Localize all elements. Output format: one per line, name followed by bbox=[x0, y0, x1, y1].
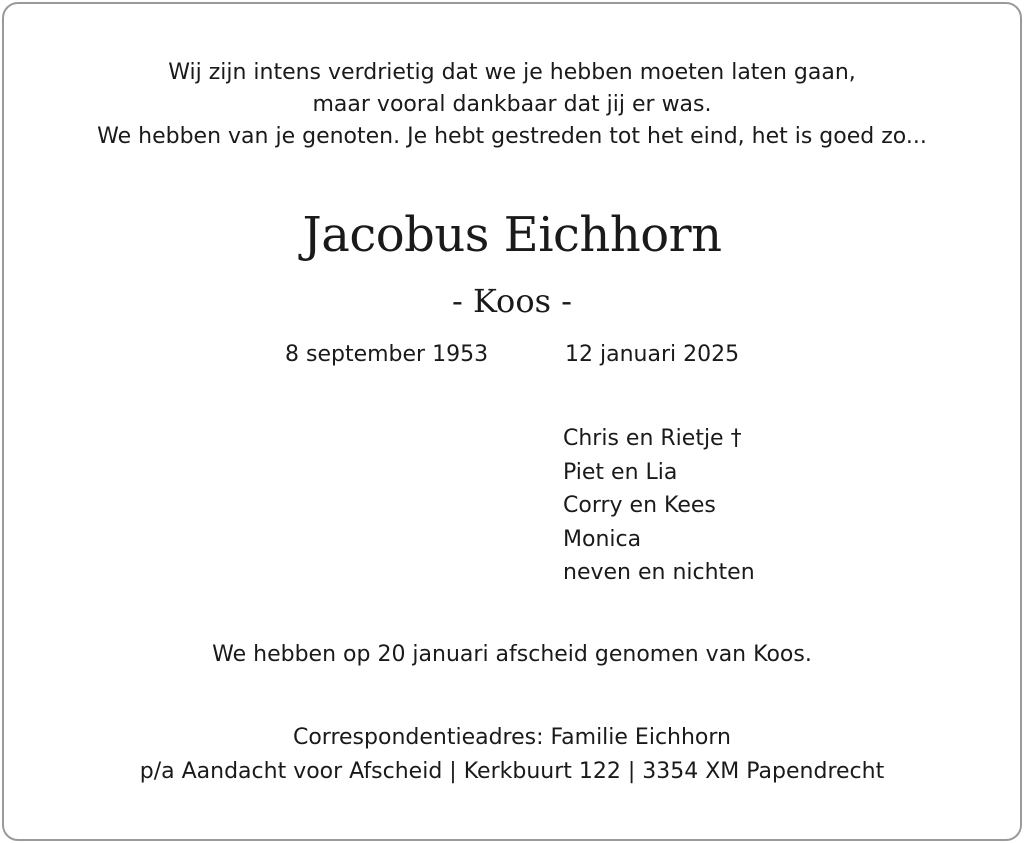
poem-line-2: maar vooral dankbaar dat jij er was. bbox=[312, 92, 712, 117]
correspondence-line-2: p/a Aandacht voor Afscheid | Kerkbuurt 122 | 3354 XM Papendrecht bbox=[139, 759, 885, 784]
survivor-item: neven en nichten bbox=[563, 560, 755, 585]
survivor-item: Corry en Kees bbox=[563, 493, 716, 518]
correspondence-line-1: Correspondentieadres: Familie Eichhorn bbox=[292, 725, 731, 750]
survivor-item: Piet en Lia bbox=[563, 459, 678, 485]
survivors-list bbox=[563, 422, 755, 590]
survivor-item: Monica bbox=[563, 526, 642, 552]
poem-line-1: Wij zijn intens verdrietig dat we je hebben moeten laten gaan, bbox=[168, 60, 856, 85]
birth-date: 8 september 1953 bbox=[285, 342, 489, 367]
farewell-text: We hebben op 20 januari afscheid genomen van Koos. bbox=[212, 642, 812, 667]
deceased-nickname: - Koos - bbox=[452, 282, 572, 320]
poem-line-3: We hebben van je genoten. Je hebt gestreden tot het eind, het is goed zo... bbox=[97, 124, 927, 149]
survivor-item: Chris en Rietje † bbox=[563, 426, 742, 451]
deceased-name: Jacobus Eichhorn bbox=[302, 207, 722, 263]
death-date: 12 januari 2025 bbox=[565, 342, 740, 367]
